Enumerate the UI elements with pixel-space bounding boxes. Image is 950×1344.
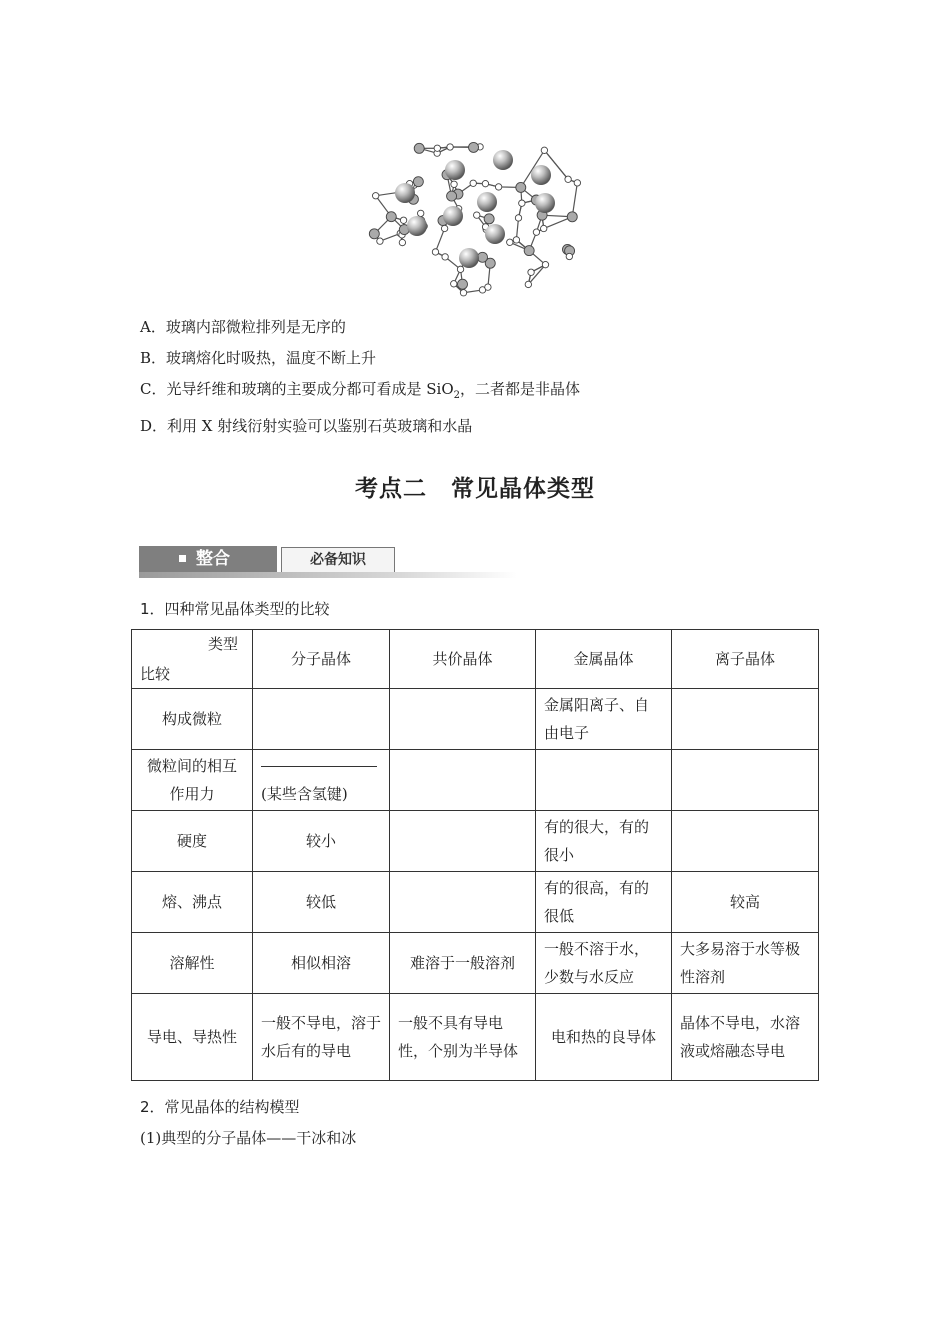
atom-node: [460, 290, 466, 296]
atom-node: [541, 147, 547, 153]
atom-node: [414, 143, 424, 153]
table-row: [132, 750, 819, 811]
row-label: 构成微粒: [132, 689, 253, 750]
atom-node: [369, 229, 379, 239]
banner-tag: 必备知识: [281, 547, 395, 573]
cation-ball: [535, 193, 555, 213]
table-cell: [390, 689, 536, 750]
table-header-row: [132, 630, 819, 689]
section-title: 考点二 常见晶体类型: [355, 476, 595, 502]
atom-node: [447, 191, 457, 201]
answer-options: [140, 312, 580, 442]
table-cell: 电和热的良导体: [536, 994, 672, 1081]
atom-node: [484, 214, 494, 224]
atom-node: [434, 145, 440, 151]
atom-node: [400, 217, 406, 223]
atom-node: [528, 269, 534, 275]
header-cell: 金属晶体: [536, 630, 672, 689]
table-cell: 有的很大，有的很小: [536, 811, 672, 872]
subsection-item: (1)典型的分子晶体——干冰和冰: [140, 1129, 357, 1147]
cation-ball: [443, 206, 463, 226]
atom-node: [386, 212, 396, 222]
atom-node: [451, 281, 457, 287]
fill-in-blank[interactable]: [261, 752, 377, 767]
table-cell: 相似相溶: [253, 933, 390, 994]
crystal-comparison-table: [131, 629, 819, 1081]
atom-node: [442, 254, 448, 260]
header-cell: 共价晶体: [390, 630, 536, 689]
atom-node: [525, 281, 531, 287]
atom-node: [485, 284, 491, 290]
cation-ball: [531, 165, 551, 185]
atom-node: [541, 225, 547, 231]
option-a[interactable]: A．玻璃内部微粒排列是无序的: [140, 318, 346, 336]
atom-node: [565, 176, 571, 182]
cation-ball: [493, 150, 513, 170]
table-row: [132, 933, 819, 994]
table-cell: 有的很高，有的很低: [536, 872, 672, 933]
atom-node: [470, 180, 476, 186]
atom-node: [516, 182, 526, 192]
cation-ball: [395, 183, 415, 203]
row-label: 微粒间的相互作用力: [132, 750, 253, 811]
atom-node: [447, 144, 453, 150]
table-cell: 一般不导电，溶于水后有的导电: [253, 994, 390, 1081]
atom-node: [519, 200, 525, 206]
atom-node: [432, 249, 438, 255]
header-cell: 分子晶体: [253, 630, 390, 689]
table-cell: [390, 750, 536, 811]
cation-ball: [485, 224, 505, 244]
glass-structure-figure: [355, 118, 595, 308]
atom-node: [451, 181, 457, 187]
row-label: 硬度: [132, 811, 253, 872]
atom-node: [413, 177, 423, 187]
option-b[interactable]: B．玻璃熔化时吸热，温度不断上升: [140, 349, 377, 367]
banner-shade: [139, 572, 517, 578]
atom-node: [542, 261, 548, 267]
table-cell: 一般不溶于水，少数与水反应: [536, 933, 672, 994]
atom-node: [574, 180, 580, 186]
banner-main: 整合: [139, 546, 277, 573]
row-label: 熔、沸点: [132, 872, 253, 933]
row-label: 导电、导热性: [132, 994, 253, 1081]
header-cell: 离子晶体: [672, 630, 819, 689]
section-banner: [139, 544, 519, 578]
atom-node: [533, 229, 539, 235]
option-d[interactable]: D．利用 X 射线衍射实验可以鉴别石英玻璃和水晶: [140, 417, 473, 435]
table-row: [132, 994, 819, 1081]
square-bullet-icon: [179, 555, 186, 562]
table-cell: 金属阳离子、自由电子: [536, 689, 672, 750]
table-cell: 较低: [253, 872, 390, 933]
table-row: [132, 689, 819, 750]
atom-node: [399, 239, 405, 245]
atom-node: [566, 253, 572, 259]
cation-ball: [477, 192, 497, 212]
table-cell: [390, 872, 536, 933]
bond-line: [435, 228, 444, 251]
table-cell: (某些含氢键): [253, 750, 390, 811]
atom-node: [507, 239, 513, 245]
atom-node: [515, 215, 521, 221]
table-cell: [390, 811, 536, 872]
atom-node: [372, 193, 378, 199]
table-cell: 大多易溶于水等极性溶剂: [672, 933, 819, 994]
atom-node: [417, 210, 423, 216]
atom-node: [513, 237, 519, 243]
atom-node: [482, 180, 488, 186]
cation-ball: [407, 216, 427, 236]
corner-cell: 类型 比较: [132, 630, 253, 689]
option-c[interactable]: C．光导纤维和玻璃的主要成分都可看成是 SiO$_2$，二者都是非晶体: [140, 380, 581, 401]
atom-node: [377, 238, 383, 244]
row-label: 溶解性: [132, 933, 253, 994]
table-cell: 一般不具有导电性，个别为半导体: [390, 994, 536, 1081]
table-cell: 较高: [672, 872, 819, 933]
table-cell: 难溶于一般溶剂: [390, 933, 536, 994]
table-cell: [672, 750, 819, 811]
atom-node: [457, 279, 467, 289]
table-row: [132, 872, 819, 933]
table-cell: [672, 811, 819, 872]
cation-ball: [459, 248, 479, 268]
table-cell: 晶体不导电，水溶液或熔融态导电: [672, 994, 819, 1081]
atom-node: [457, 266, 463, 272]
cation-ball: [445, 160, 465, 180]
table-cell: 较小: [253, 811, 390, 872]
subsection-heading-2: 2．常见晶体的结构模型: [140, 1098, 300, 1116]
atom-node: [474, 212, 480, 218]
table-cell: [253, 689, 390, 750]
atom-node: [469, 142, 479, 152]
subsection-heading-1: 1．四种常见晶体类型的比较: [140, 600, 330, 618]
atom-node: [441, 225, 447, 231]
atom-node: [524, 246, 534, 256]
atom-node: [478, 252, 488, 262]
table-row: [132, 811, 819, 872]
atom-node: [567, 212, 577, 222]
table-cell: [536, 750, 672, 811]
table-cell: [672, 689, 819, 750]
atom-node: [495, 184, 501, 190]
